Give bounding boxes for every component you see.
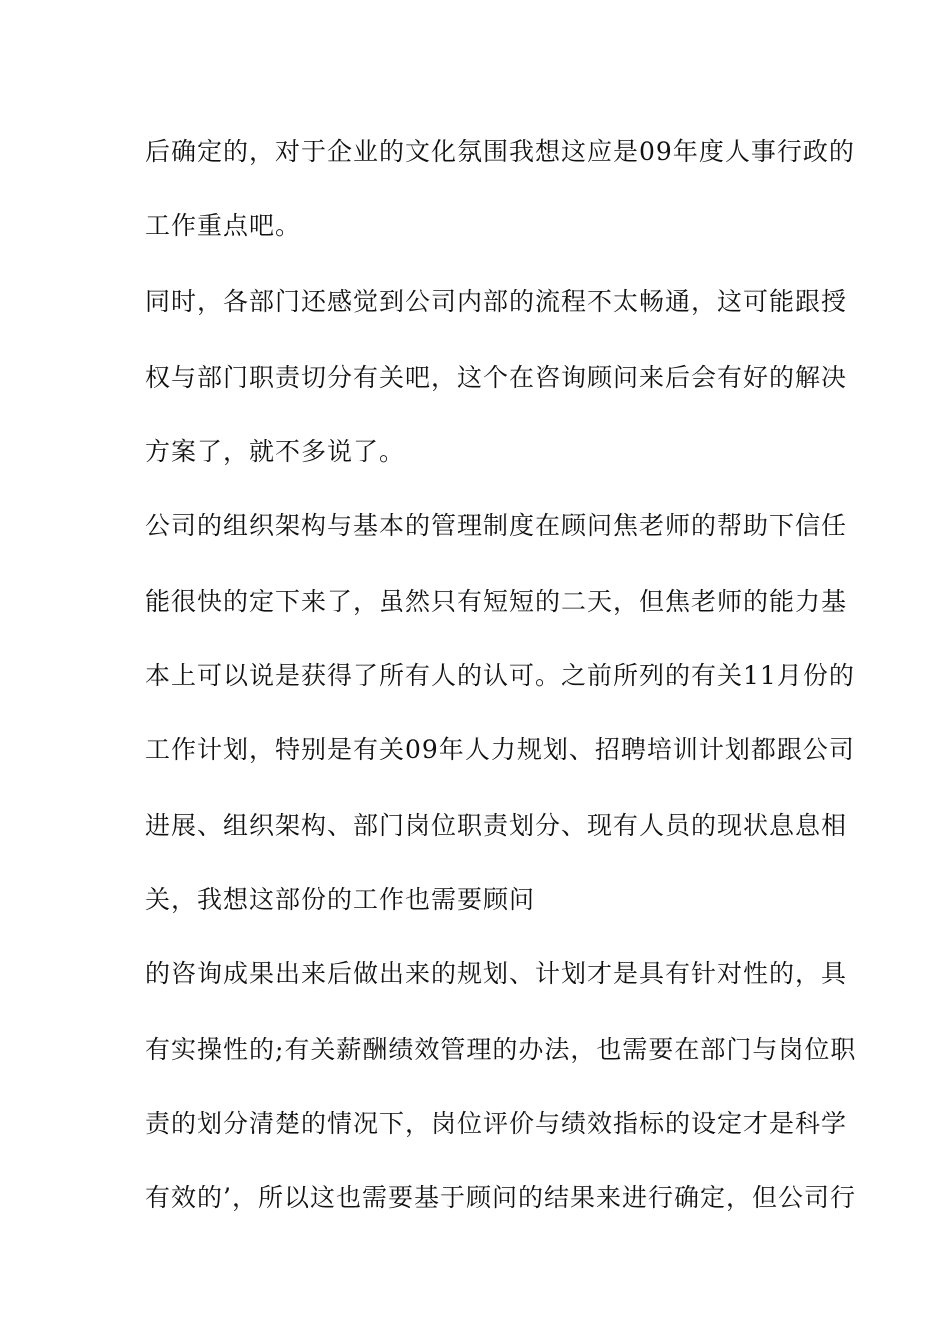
text-line: 本上可以说是获得了所有人的认可。之前所列的有关11月份的 <box>145 661 855 690</box>
text-line: 工作重点吧。 <box>145 211 302 240</box>
text-line: 有实操性的;有关薪酬绩效管理的办法，也需要在部门与岗位职 <box>145 1035 857 1064</box>
text-line: 关，我想这部份的工作也需要顾问 <box>145 885 536 914</box>
text-line: 公司的组织架构与基本的管理制度在顾问焦老师的帮助下信任 <box>145 511 848 540</box>
text-line: 后确定的，对于企业的文化氛围我想这应是09年度人事行政的 <box>145 137 855 166</box>
text-line: 进展、组织架构、部门岗位职责划分、现有人员的现状息息相 <box>145 811 848 840</box>
text-line: 方案了，就不多说了。 <box>145 437 406 466</box>
text-line: 能很快的定下来了，虽然只有短短的二天，但焦老师的能力基 <box>145 587 848 616</box>
text-line: 同时，各部门还感觉到公司内部的流程不太畅通，这可能跟授 <box>145 287 848 316</box>
text-line: 工作计划，特别是有关09年人力规划、招聘培训计划都跟公司 <box>145 735 855 764</box>
text-line: 责的划分清楚的情况下，岗位评价与绩效指标的设定才是科学 <box>145 1109 848 1138</box>
text-line: 有效的’，所以这也需要基于顾问的结果来进行确定，但公司行 <box>145 1183 856 1212</box>
text-line: 权与部门职责切分有关吧，这个在咨询顾问来后会有好的解决 <box>145 363 848 392</box>
text-line: 的咨询成果出来后做出来的规划、计划才是具有针对性的，具 <box>145 959 848 988</box>
